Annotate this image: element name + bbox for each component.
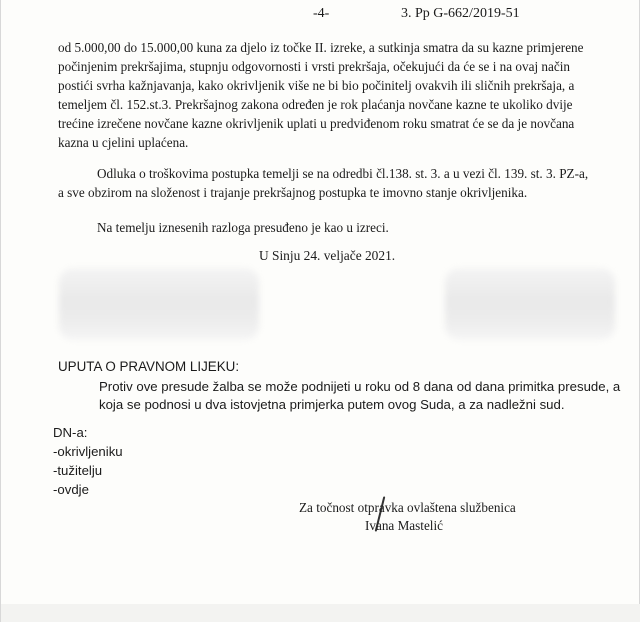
redacted-region-right — [445, 268, 615, 340]
text-line: temeljem čl. 152.st.3. Prekršajnog zakona određen je rok plaćanja novčane kazne te ukoliko dvije — [58, 97, 573, 112]
redacted-region-left — [59, 268, 259, 340]
recipient-item: -tužitelju — [53, 463, 103, 478]
conclusion-paragraph: Na temelju iznesenih razloga presuđeno je kao u izreci. — [97, 220, 389, 235]
recipient-item: -okrivljeniku — [53, 444, 123, 459]
text-line: Protiv ove presude žalba se može podnijeti u roku od 8 dana od dana primitka presude, a — [99, 379, 621, 394]
distribution-list — [53, 423, 123, 499]
text-line: od 5.000,00 do 15.000,00 kuna za djelo iz točke II. izreke, a sutkinja smatra da su kazne primjerene — [58, 40, 584, 55]
text-line: postići svrha kažnjavanja, kako okrivljenik više ne bi bio počinitelj ovakvih ili sličnih prekršaja, a — [58, 78, 575, 93]
text-line: koja se podnosi u dva istovjetna primjerka putem ovog Suda, a za nadležni sud. — [99, 397, 565, 412]
page-number: -4- — [313, 6, 330, 21]
text-line: počinjenim prekršajima, stupnju odgovornosti i vrsti prekršaja, očekujući da će se i na ovaj način — [58, 59, 570, 74]
text-line: a sve obzirom na složenost i trajanje prekršajnog postupka te imovno stanje okrivljenika. — [58, 185, 528, 200]
reasoning-paragraph-penalty — [58, 38, 610, 152]
distribution-label: DN-a: — [53, 425, 88, 440]
text-line: trećine izrečene novčane kazne okrivljenik uplati u predviđenom roku smatrat će se da je novčana — [58, 116, 575, 131]
legal-remedy-heading: UPUTA O PRAVNOM LIJEKU: — [58, 359, 240, 374]
signatory-name: Ivana Mastelić — [365, 518, 443, 533]
page-bottom-margin — [1, 604, 640, 622]
signature-block — [299, 499, 516, 535]
recipient-item: -ovdje — [53, 482, 89, 497]
text-line: kazna u cjelini uplaćena. — [58, 135, 189, 150]
case-number: 3. Pp G-662/2019-51 — [401, 6, 520, 21]
reasoning-paragraph-costs — [58, 164, 610, 202]
text-line: Odluka o troškovima postupka temelji se na odredbi čl.138. st. 3. a u vezi čl. 139. st. 3. PZ-a, — [97, 166, 589, 181]
place-and-date: U Sinju 24. veljače 2021. — [259, 248, 396, 263]
legal-remedy-text — [58, 378, 620, 414]
signatory-title: Za točnost otpravka ovlaštena službenica — [299, 500, 516, 515]
